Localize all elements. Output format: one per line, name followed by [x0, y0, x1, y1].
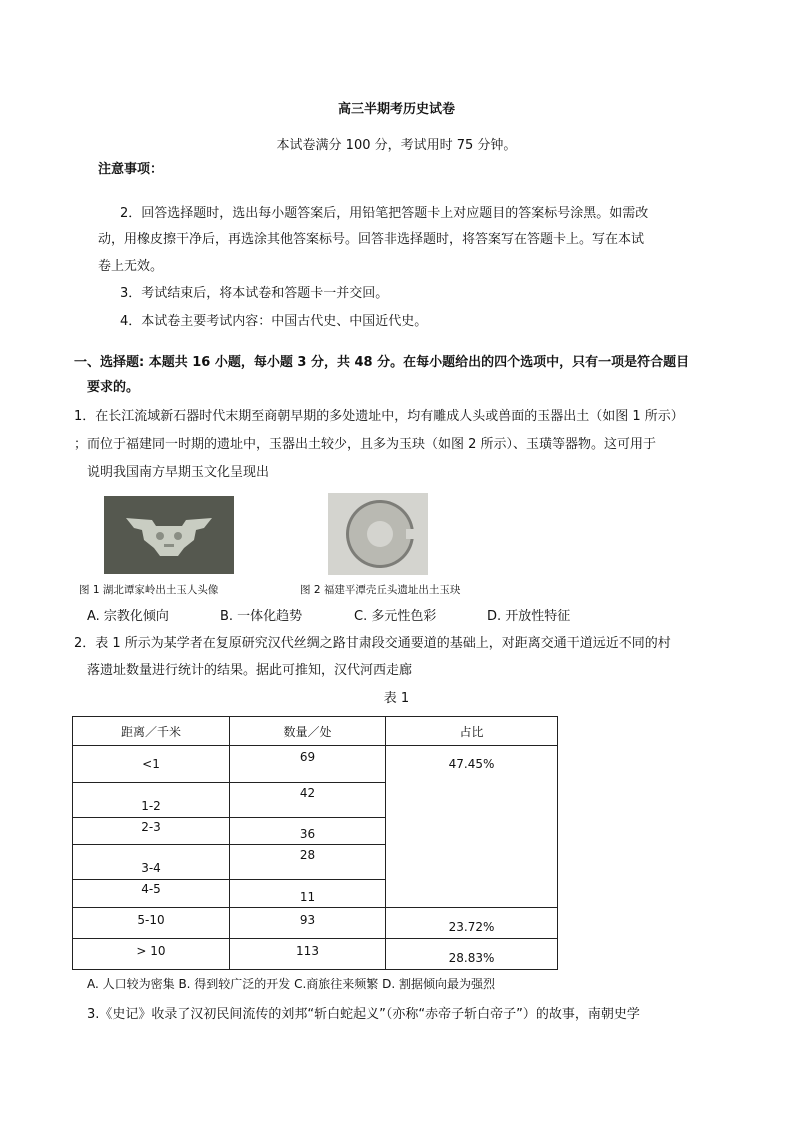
q2-stem-line1: 2．表 1 所示为某学者在复原研究汉代丝绸之路甘肃段交通要道的基础上，对距离交通干道远近不同的村 [74, 636, 671, 651]
table-header-row [73, 717, 558, 746]
section-heading-line2: 要求的。 [87, 380, 140, 395]
q1-stem-line3: 说明我国南方早期玉文化呈现出 [87, 465, 270, 480]
table-cell-distance: <1 [73, 746, 230, 783]
notice-item-2-line1: 2．回答选择题时，选出每小题答案后，用铅笔把答题卡上对应题目的答案标号涂黑。如需改 [120, 206, 649, 221]
table-title: 表 1 [383, 691, 410, 706]
table-header-distance: 距离／千米 [73, 717, 230, 746]
figure-1-jade-head-image [104, 496, 234, 574]
table-cell-count: 69 [230, 746, 386, 783]
q3-stem-line1: 3.《史记》收录了汉初民间流传的刘邦“斩白蛇起义”（亦称“赤帝子斩白帝子”）的故事，南朝史学 [87, 1007, 640, 1022]
table-cell-count: 42 [230, 783, 386, 818]
village-site-table [72, 716, 558, 970]
table-header-share: 占比 [386, 717, 558, 746]
table-cell-count: 11 [230, 880, 386, 908]
q1-option-c: C. 多元性色彩 [354, 609, 437, 624]
table-cell-count: 28 [230, 845, 386, 880]
notice-heading: 注意事项： [98, 162, 164, 177]
page-title: 高三半期考历史试卷 [337, 102, 455, 117]
q1-option-a: A. 宗教化倾向 [87, 609, 169, 624]
table-row [73, 939, 558, 970]
q2-options: A. 人口较为密集 B. 得到较广泛的开发 C.商旅往来频繁 D. 割据倾向最为强烈 [87, 977, 495, 991]
q1-stem-line1: 1．在长江流域新石器时代末期至商朝早期的多处遗址中，均有雕成人头或兽面的玉器出土（如图 1 所示） [74, 409, 684, 424]
table-cell-count: 93 [230, 908, 386, 939]
figure-2-jade-jue-image [328, 493, 428, 575]
table-cell-share: 23.72% [386, 908, 558, 939]
notice-item-2-line3: 卷上无效。 [98, 259, 164, 274]
table-cell-distance: 4-5 [73, 880, 230, 908]
table-cell-distance: > 10 [73, 939, 230, 970]
table-cell-share: 28.83% [386, 939, 558, 970]
exam-info: 本试卷满分 100 分，考试用时 75 分钟。 [276, 138, 517, 153]
q2-stem-line2: 落遗址数量进行统计的结果。据此可推知，汉代河西走廊 [87, 663, 413, 678]
notice-item-3: 3．考试结束后，将本试卷和答题卡一并交回。 [120, 286, 389, 301]
table-cell-merged-share: 47.45% [386, 746, 558, 908]
notice-item-2-line2: 动，用橡皮擦干净后，再选涂其他答案标号。回答非选择题时，将答案写在答题卡上。写在本试 [98, 232, 645, 247]
figure-1-caption: 图 1 湖北谭家岭出土玉人头像 [79, 584, 219, 596]
table-header-count: 数量／处 [230, 717, 386, 746]
q1-option-d: D. 开放性特征 [487, 609, 571, 624]
notice-item-4: 4．本试卷主要考试内容：中国古代史、中国近代史。 [120, 314, 428, 329]
section-heading-line1: 一、选择题: 本题共 16 小题，每小题 3 分，共 48 分。在每小题给出的四个选项中，只有一项是符合题目 [74, 355, 690, 370]
figure-2-caption: 图 2 福建平潭壳丘头遗址出土玉玦 [300, 584, 461, 596]
table-cell-count: 113 [230, 939, 386, 970]
q1-option-b: B. 一体化趋势 [220, 609, 303, 624]
q1-stem-line2: ；而位于福建同一时期的遗址中，玉器出土较少，且多为玉玦（如图 2 所示）、玉璜等器物。这可用于 [74, 437, 657, 452]
table-row [73, 908, 558, 939]
table-cell-distance: 2-3 [73, 818, 230, 845]
table-cell-count: 36 [230, 818, 386, 845]
table-cell-distance: 5-10 [73, 908, 230, 939]
table-cell-distance: 1-2 [73, 783, 230, 818]
table-cell-distance: 3-4 [73, 845, 230, 880]
table-row [73, 746, 558, 783]
